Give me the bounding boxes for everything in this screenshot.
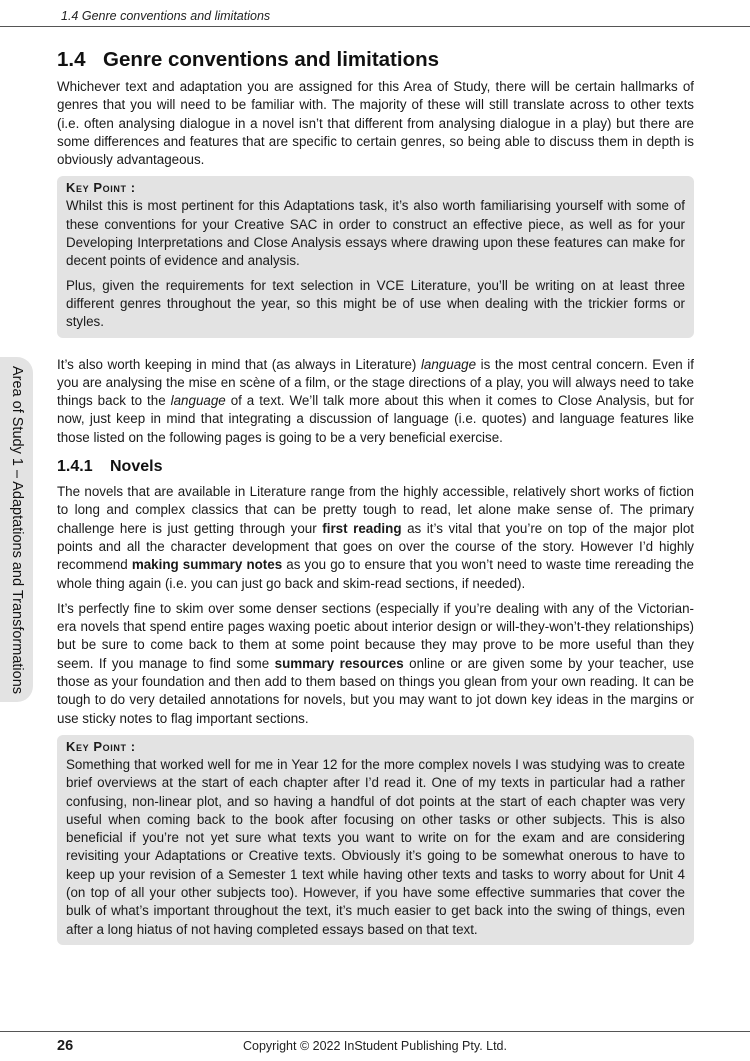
running-header (0, 0, 750, 27)
subsection-number: 1.4.1 (57, 458, 93, 476)
bold-term: making summary notes (131, 557, 283, 573)
section-title: Genre conventions and limitations (103, 48, 440, 71)
subsection-title: Novels (110, 458, 163, 476)
section-number: 1.4 (57, 48, 86, 71)
subsection-heading (57, 457, 694, 477)
key-point-paragraph: Plus, given the requirements for text selection in VCE Literature, you’ll be writing on at least three different genres throughout the year, so this might be of use when dealing with the trickier forms or styles. (66, 277, 685, 330)
bold-term: first reading (322, 520, 402, 536)
emphasis-language: language (420, 356, 477, 372)
language-paragraph: It’s also worth keeping in mind that (as always in Literature) language is the most central concern. Even if you are analysing the mise en scène of a film, or the stage directions of a play, you will always need to take things back to the language of a text. We’ll talk more about this when it comes to Close Analysis, but for now, just keep in mind that integrating a discussion of language (i.e. quotes) and language features like those listed on the following pages is going to be a very beneficial exercise. (57, 356, 694, 445)
intro-paragraph: Whichever text and adaptation you are assigned for this Area of Study, there will be certain hallmarks of genres that you will need to be familiar with. The majority of these will still translate across to other texts (i.e. often analysing dialogue in a novel isn’t that different from analysing dialogue in a play) but there are some differences and features that are specific to certain genres, so being able to discuss them in depth is obviously advantageous. (57, 79, 694, 168)
key-point-label: Key Point : (66, 738, 136, 754)
side-tab-label: Area of Study 1 – Adaptations and Transformations (8, 365, 25, 694)
key-point-label: Key Point : (66, 180, 136, 196)
section-heading (57, 48, 694, 72)
novels-paragraph: The novels that are available in Literature range from the highly accessible, relatively short works of fiction to long and complex classics that can be pretty tough to read, let alone make sense of. The primary challenge here is just getting through your first reading as it’s vital that you’re on top of the major plot points and all the character development that goes on over the course of the story. However I’d highly recommend making summary notes as you go to ensure that you won’t need to waste time rereading the whole thing again (i.e. you can just go back and skim-read sections, if needed). (57, 484, 694, 591)
footer-divider (0, 1031, 750, 1032)
key-point-paragraph: Something that worked well for me in Year 12 for the more complex novels I was studying was to create brief overviews at the start of each chapter after I’d read it. One of my texts in particular had a rather confusing, non-linear plot, and so having a handful of dot points at the start of each chapter was very useful when coming back to the book after focusing on other tasks or other subjects. This is also beneficial if you’re not yet sure what texts you want to write on for the exam and are considering revisiting your Adaptations or Creative texts. Obviously it’s going to be somewhat onerous to have to keep up your revision of a Semester 1 text while having other texts and tasks to worry about for Unit 4 (on top of all your other subjects too). However, if you have some effective summaries that cover the bulk of what’s important throughout the text, it’s much easier to get back into the swing of things, even after a long hiatus of not having completed essays based on that text. (66, 756, 685, 937)
key-point-paragraph: Whilst this is most pertinent for this Adaptations task, it’s also worth familiarising yourself with some of these conventions for your Creative SAC in order to construct an effective piece, as well as for your Developing Interpretations and Close Analysis essays where drawing upon these features can make for decent points of evidence and analysis. (66, 198, 685, 269)
page-content (57, 48, 694, 957)
key-point-box (57, 176, 694, 337)
key-point-box (57, 735, 694, 945)
novels-paragraph: It’s perfectly fine to skim over some denser sections (especially if you’re dealing with any of the Victorian-era novels that spend entire pages waxing poetic about interior design or will-they-won’t-they relationships) but be sure to come back to them at some point because they may prove to be more useful than they seem. If you manage to find some summary resources online or are given some by your teacher, use those as your foundation and then add to them based on things you glean from your own reading. It can be tough to do very detailed annotations for novels, but you may want to jot down key ideas in the margins or use sticky notes to flag important sections. (57, 600, 694, 726)
emphasis-language: language (170, 393, 226, 409)
bold-term: summary resources (274, 655, 404, 671)
copyright-notice: Copyright © 2022 InStudent Publishing Pty. Ltd. (242, 1039, 507, 1053)
page-number: 26 (57, 1038, 74, 1054)
side-tab (0, 357, 33, 702)
running-header-text: 1.4 Genre conventions and limitations (61, 9, 271, 23)
